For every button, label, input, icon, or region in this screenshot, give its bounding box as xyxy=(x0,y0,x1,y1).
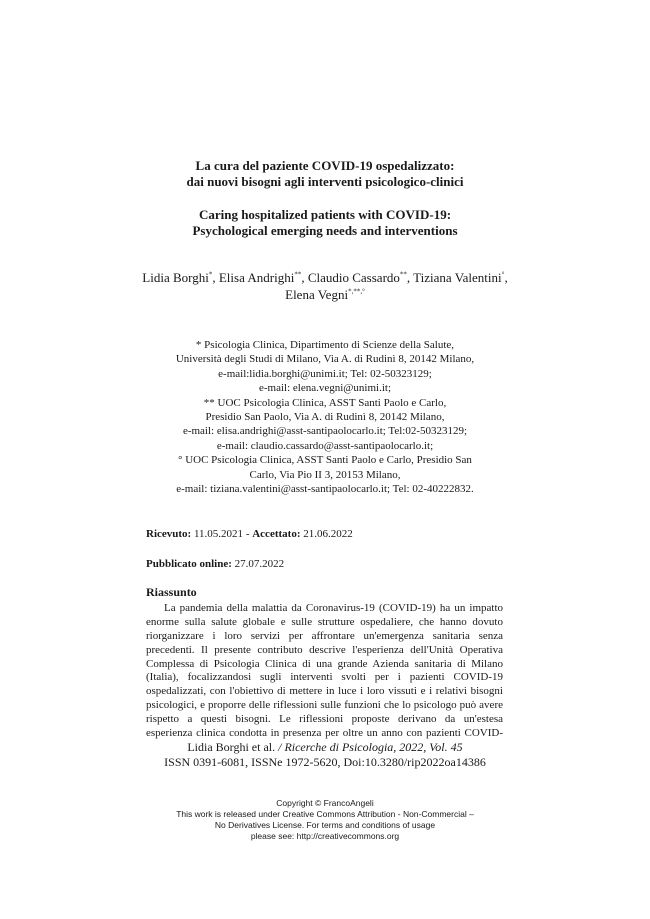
abstract-line: esperienza clinica condotta in presenza per oltre un anno con pazienti COVID- xyxy=(146,727,503,740)
citation-identifiers: ISSN 0391-6081, ISSNe 1972-5620, Doi:10.3280/rip2022oa14386 xyxy=(164,755,486,769)
abstract-line: ospedalizzati, con l'obiettivo di mettere in luce i loro vissuti e i relativi bisogni xyxy=(146,685,503,698)
affiliations xyxy=(150,338,500,496)
abstract-line: rispetto a questi bisogni. Le riflessioni proposte derivano da un'estesa xyxy=(146,713,503,726)
author-affiliation-mark: ° xyxy=(501,270,505,279)
author-name: Lidia Borghi xyxy=(142,270,209,285)
license-line: This work is released under Creative Commons Attribution - Non-Commercial – xyxy=(176,809,474,819)
abstract-body xyxy=(146,602,503,741)
title-italian xyxy=(0,158,650,190)
title-english xyxy=(0,207,650,239)
author-separator: , xyxy=(504,270,508,285)
abstract-line: Complessa di Psicologia Clinica di una grande Azienda sanitaria di Milano xyxy=(146,657,503,670)
author-affiliation-mark: ** xyxy=(294,270,302,279)
author-affiliation-mark: * xyxy=(208,270,213,279)
affiliation-line: Carlo, Via Pio II 3, 20153 Milano, xyxy=(249,468,401,481)
affiliation-line: Presidio San Paolo, Via A. di Rudinì 8, 20142 Milano, xyxy=(205,411,445,424)
copyright-line: Copyright © FrancoAngeli xyxy=(276,798,374,808)
abstract-line: La pandemia della malattia da Coronavirus-19 (COVID-19) ha un impatto xyxy=(164,602,503,614)
accepted-date: 21.06.2022 xyxy=(303,528,353,540)
author-separator: , xyxy=(406,270,414,285)
author-separator: , xyxy=(301,270,308,285)
affiliation-line: Università degli Studi di Milano, Via A. di Rudinì 8, 20142 Milano, xyxy=(175,353,475,366)
license-link-line: please see: http://creativecommons.org xyxy=(250,831,400,841)
title-english-line-1: Caring hospitalized patients with COVID-19: xyxy=(198,207,452,222)
copyright-notice xyxy=(0,798,650,842)
affiliation-line: * Psicologia Clinica, Dipartimento di Scienze della Salute, xyxy=(195,339,455,351)
published-date-line xyxy=(146,557,526,571)
published-date: 27.07.2022 xyxy=(234,558,285,570)
abstract-line: riorganizzare i loro servizi per affrontare un'emergenza sanitaria senza xyxy=(146,629,503,642)
affiliation-line: ** UOC Psicologia Clinica, ASST Santi Paolo e Carlo, xyxy=(203,396,447,409)
author-name: Claudio Cassardo xyxy=(307,270,400,285)
abstract-line: (Italia), focalizzandosi sugli interventi svolti per i pazienti COVID-19 xyxy=(146,671,503,684)
affiliation-line: e-mail: elena.vegni@unimi.it; xyxy=(258,382,391,395)
citation-block xyxy=(0,740,650,770)
title-italian-line-2: dai nuovi bisogni agli interventi psicologico-clinici xyxy=(186,174,464,189)
citation-journal: / Ricerche di Psicologia, 2022, Vol. 45 xyxy=(275,740,463,754)
author-affiliation-mark: ** xyxy=(399,270,407,279)
author-separator: , xyxy=(212,270,219,285)
received-accepted-dates xyxy=(146,527,526,541)
affiliation-line: e-mail: claudio.cassardo@asst-santipaolocarlo.it; xyxy=(216,439,434,452)
received-date: 11.05.2021 xyxy=(193,528,244,540)
abstract-line: precedenti. Il presente contributo descrive l'esperienza dell'Unità Operativa xyxy=(146,643,503,656)
affiliation-line: e-mail:lidia.borghi@unimi.it; Tel: 02-50323129; xyxy=(218,367,432,380)
author-name: Elisa Andrighi xyxy=(218,270,295,285)
affiliation-line: e-mail: tiziana.valentini@asst-santipaolocarlo.it; Tel: 02-40222832. xyxy=(176,483,474,496)
abstract-heading: Riassunto xyxy=(146,585,197,599)
author-name: Tiziana Valentini xyxy=(413,270,502,285)
abstract-line: psicologici, e proporre delle riflessioni sulle funzioni che lo psicologo può avere xyxy=(146,699,503,712)
abstract-line: enorme sulla salute globale e sulle strutture ospedaliere, che hanno dovuto xyxy=(146,615,503,628)
accepted-label: Accettato: xyxy=(252,528,301,540)
affiliation-line: e-mail: elisa.andrighi@asst-santipaolocarlo.it; Tel:02-50323129; xyxy=(182,425,468,438)
citation-line xyxy=(0,740,650,755)
date-separator: - xyxy=(243,528,253,540)
author-name: Elena Vegni xyxy=(285,287,349,302)
author-affiliation-mark: *,**,° xyxy=(348,287,365,296)
license-line: No Derivatives License. For terms and conditions of usage xyxy=(214,820,436,830)
published-label: Pubblicato online: xyxy=(146,558,232,570)
title-italian-line-1: La cura del paziente COVID-19 ospedalizzato: xyxy=(195,158,455,173)
affiliation-line: ° UOC Psicologia Clinica, ASST Santi Paolo e Carlo, Presidio San xyxy=(178,454,472,467)
received-label: Ricevuto: xyxy=(146,528,192,540)
author-list xyxy=(130,269,520,303)
title-english-line-2: Psychological emerging needs and interventions xyxy=(192,223,458,238)
citation-authors: Lidia Borghi et al. xyxy=(187,740,276,754)
